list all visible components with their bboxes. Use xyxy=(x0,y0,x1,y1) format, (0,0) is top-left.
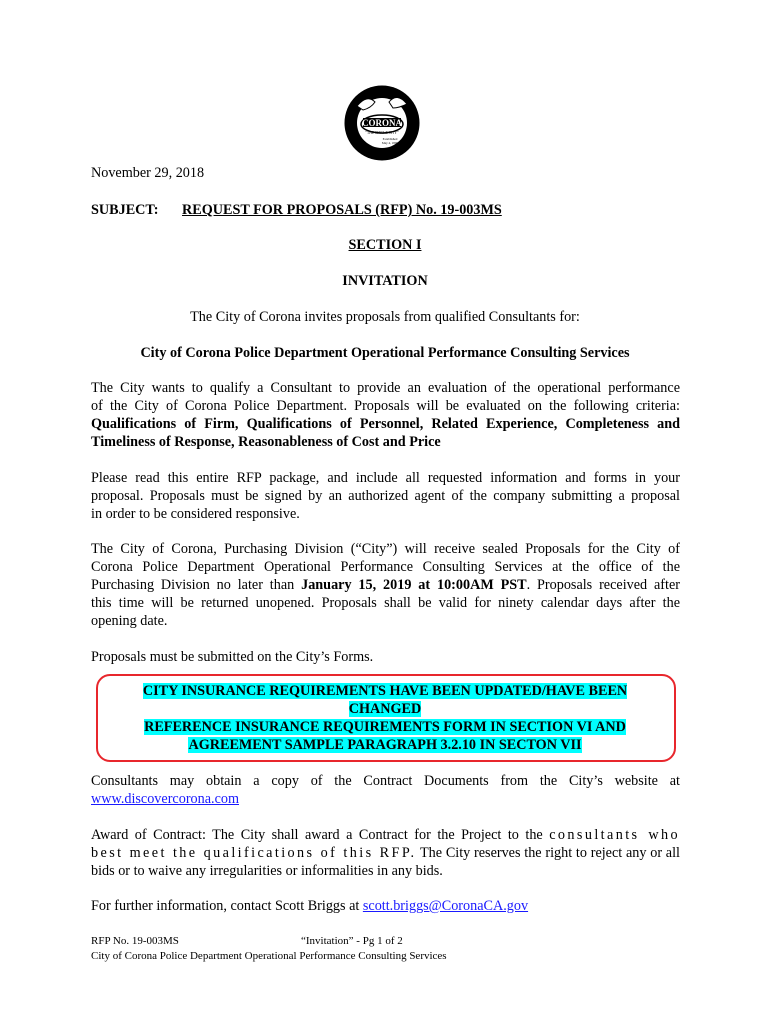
para5-line1-pre: Award of Contract: The City shall award a Contract for the Project to the xyxy=(91,827,550,843)
project-title: City of Corona Police Department Operational Performance Consulting Services xyxy=(140,345,630,361)
para3-line3 xyxy=(91,576,680,594)
letter-date: November 29, 2018 xyxy=(91,165,205,181)
para3-line4: this time will be returned unopened. Proposals shall be valid for ninety calendar days after the xyxy=(91,595,680,611)
para5-line3: bids or to waive any irregularities or informalities in any bids. xyxy=(91,863,443,879)
para3-line3-post: . Proposals received after xyxy=(526,577,680,593)
para5-line2 xyxy=(91,844,680,862)
notice-line4 xyxy=(0,736,770,754)
svg-text:May 4, 1896: May 4, 1896 xyxy=(381,141,399,145)
para3-line1: The City of Corona, Purchasing Division (“City”) will receive sealed Proposals for the City of xyxy=(91,541,680,557)
svg-text:"THE CIRCLE CITY": "THE CIRCLE CITY" xyxy=(365,131,399,135)
para5-line2-post: The City reserves the right to reject any or all xyxy=(416,845,680,861)
notice-line1 xyxy=(0,682,770,700)
contact-text: For further information, contact Scott Briggs at xyxy=(91,898,363,914)
svg-text:Established: Established xyxy=(382,137,398,141)
para2-line1: Please read this entire RFP package, and include all requested information and forms in your xyxy=(91,470,680,486)
para1-line1: The City wants to qualify a Consultant to provide an evaluation of the operational performance xyxy=(91,380,680,396)
forms-note: Proposals must be submitted on the City’s Forms. xyxy=(91,649,374,665)
contact-email-link[interactable]: scott.briggs@CoronaCA.gov xyxy=(362,898,529,914)
footer-page-number: “Invitation” - Pg 1 of 2 xyxy=(301,935,403,947)
seal-icon xyxy=(343,84,421,162)
subject-title: REQUEST FOR PROPOSALS (RFP) No. 19-003MS xyxy=(182,202,502,218)
notice-line4-text: AGREEMENT SAMPLE PARAGRAPH 3.2.10 IN SECTON VII xyxy=(188,737,582,753)
para5-line1 xyxy=(91,826,680,844)
intro-text: The City of Corona invites proposals from qualified Consultants for: xyxy=(190,309,580,325)
notice-line1-text: CITY INSURANCE REQUIREMENTS HAVE BEEN UPDATED/HAVE BEEN xyxy=(142,683,628,699)
subject-label: SUBJECT: xyxy=(91,202,159,218)
para3-line5: opening date. xyxy=(91,613,168,629)
para1-criteria-line1: Qualifications of Firm, Qualifications of Personnel, Related Experience, Completeness and xyxy=(91,416,680,432)
para4-line1: Consultants may obtain a copy of the Contract Documents from the City’s website at xyxy=(91,773,680,789)
notice-line2 xyxy=(0,700,770,718)
notice-line3 xyxy=(0,718,770,736)
para3-line3-pre: Purchasing Division no later than xyxy=(91,577,302,593)
para1-criteria-line2: Timeliness of Response, Reasonableness of Cost and Price xyxy=(91,434,441,450)
svg-text:CORONA: CORONA xyxy=(362,118,402,128)
para2-line3: in order to be considered responsive. xyxy=(91,506,300,522)
para1-line2: of the City of Corona Police Department. Proposals will be evaluated on the following criteria: xyxy=(91,398,680,414)
footer-project-title: City of Corona Police Department Operational Performance Consulting Services xyxy=(91,950,447,962)
section-heading: SECTION I xyxy=(348,237,422,253)
deadline-date: January 15, 2019 at 10:00AM PST xyxy=(301,577,527,593)
website-link-line xyxy=(91,790,239,808)
website-link[interactable]: www.discovercorona.com xyxy=(91,791,239,807)
notice-line3-text: REFERENCE INSURANCE REQUIREMENTS FORM IN SECTION VI AND xyxy=(144,719,626,735)
contact-line xyxy=(91,897,528,915)
para5-line1-spaced: consultants who xyxy=(549,827,680,843)
city-seal-logo xyxy=(343,84,421,162)
para3-line2: Corona Police Department Operational Performance Consulting Services at the office of the xyxy=(91,559,680,575)
para5-line2-spaced: best meet the qualifications of this RFP. xyxy=(91,845,417,861)
para2-line2: proposal. Proposals must be signed by an authorized agent of the company submitting a proposal xyxy=(91,488,680,504)
notice-line2-text: CHANGED xyxy=(348,701,422,717)
footer-rfp-number: RFP No. 19-003MS xyxy=(91,935,179,947)
invitation-heading: INVITATION xyxy=(342,273,428,289)
